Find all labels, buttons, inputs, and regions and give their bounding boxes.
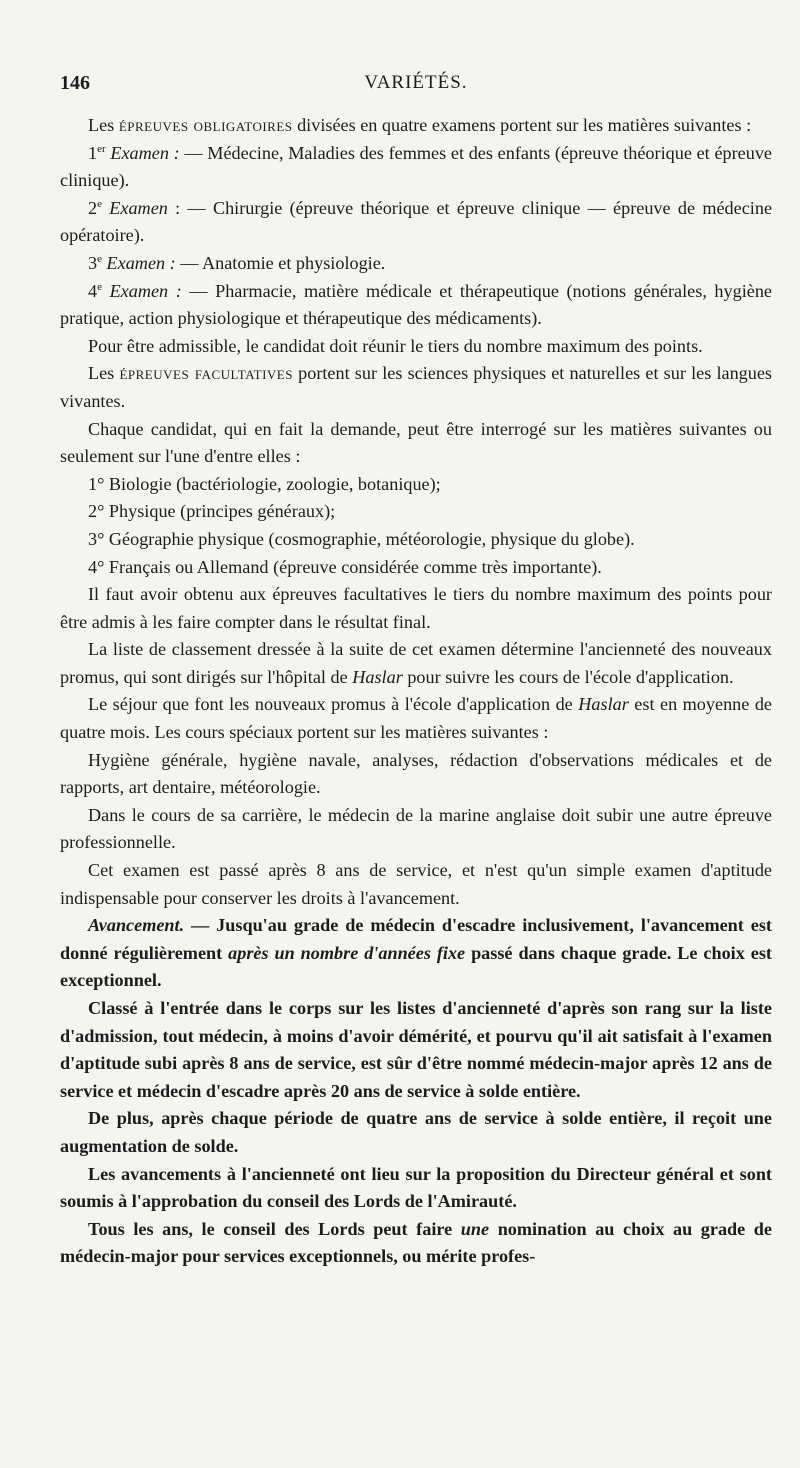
text-run: Le séjour que font les nouveaux promus à l'école d'application de: [88, 694, 579, 715]
paragraph: [60, 747, 772, 802]
superscript-text: er: [97, 142, 106, 155]
italic-text: Haslar: [352, 666, 403, 687]
paragraph: [60, 912, 772, 995]
text-run: Hygiène générale, hygiène navale, analyses, rédaction d'observations médicales et de rapports, art dentaire, météorologie.: [60, 749, 772, 798]
italic-text: après un nombre d'années fixe: [228, 942, 466, 963]
small-caps-text: épreuves obligatoires: [118, 115, 293, 135]
paragraph: [60, 140, 772, 195]
text-run: 1: [88, 142, 98, 163]
paragraph: [60, 278, 772, 333]
paragraph: [60, 857, 772, 912]
text-run: La liste de classement dressée à la suite de cet examen détermine l'ancienneté des nouveaux promus, qui sont dirigés sur l'hôpital de: [60, 639, 772, 687]
page-number: 146: [60, 72, 90, 94]
text-run: : — Chirurgie (épreuve théorique et épreuve clinique — épreuve de médecine opératoire).: [60, 197, 773, 246]
text-run: [102, 281, 110, 301]
paragraph: [60, 416, 772, 471]
text-run: 2: [88, 197, 98, 218]
text-run: passé dans chaque grade. Le choix est exceptionnel.: [60, 942, 772, 991]
text-run: Chaque candidat, qui en fait la demande, peut être interrogé sur les matières suivantes ou seulement sur l'une d'entre elles :: [60, 418, 772, 467]
italic-text: Examen :: [110, 142, 180, 163]
text-run: Les avancements à l'ancienneté ont lieu sur la proposition du Directeur général et sont soumis à l'approbation du conseil des Lords de l'Amirauté.: [60, 1163, 772, 1212]
text-run: Cet examen est passé après 8 ans de service, et n'est qu'un simple examen d'aptitude indispensable pour conserver les droits à l'avancement.: [60, 860, 772, 908]
paragraph: [60, 195, 772, 250]
superscript-text: e: [97, 197, 102, 210]
text-run: est en moyenne de quatre mois. Les cours spéciaux portent sur les matières suivantes :: [60, 694, 772, 743]
paragraph: [60, 1105, 772, 1160]
paragraph: [60, 581, 772, 636]
text-run: Les: [88, 363, 120, 384]
italic-text: Examen: [109, 197, 168, 218]
text-run: 4: [88, 280, 98, 301]
text-run: De plus, après chaque période de quatre ans de service à solde entière, il reçoit une augmentation de solde.: [60, 1108, 772, 1156]
paragraph: [60, 1161, 772, 1216]
text-run: Tous les ans, le conseil des Lords peut faire: [88, 1218, 461, 1239]
italic-text: Examen :: [109, 280, 182, 301]
paragraph: [60, 471, 772, 499]
paragraph: [60, 360, 772, 415]
paragraph: [60, 554, 772, 582]
text-run: portent sur les sciences physiques et naturelles et sur les langues vivantes.: [60, 363, 772, 411]
small-caps-text: épreuves facultatives: [119, 363, 293, 384]
text-run: divisées en quatre examens portent sur les matières suivantes :: [292, 115, 752, 135]
page-header: [60, 72, 772, 106]
text-run: 4° Français ou Allemand (épreuve considérée comme très importante).: [88, 556, 602, 577]
paragraph: [60, 112, 772, 140]
paragraph: [60, 250, 772, 278]
text-run: Il faut avoir obtenu aux épreuves facultatives le tiers du nombre maximum des points pour être admis à les faire compter dans le résultat final.: [60, 584, 772, 632]
superscript-text: e: [97, 252, 102, 265]
body-text: [60, 112, 772, 1271]
text-run: 2° Physique (principes généraux);: [88, 501, 336, 522]
text-run: 1° Biologie (bactériologie, zoologie, botanique);: [88, 473, 441, 494]
text-run: 3° Géographie physique (cosmographie, météorologie, physique du globe).: [88, 528, 635, 549]
text-run: Dans le cours de sa carrière, le médecin de la marine anglaise doit subir une autre épreuve professionnelle.: [60, 804, 772, 853]
text-run: Les: [88, 115, 119, 135]
paragraph: [60, 636, 772, 691]
paragraph: [60, 995, 772, 1105]
paragraph: [60, 498, 772, 526]
italic-text: Avancement.: [88, 915, 185, 936]
text-run: — Pharmacie, matière médicale et thérapeutique (notions générales, hygiène pratique, action physiologique et thérapeutique des médicaments).: [60, 280, 773, 329]
paragraph: [60, 802, 772, 857]
text-run: — Médecine, Maladies des femmes et des enfants (épreuve théorique et épreuve clinique).: [60, 142, 772, 191]
text-run: 3: [88, 252, 98, 273]
italic-text: Examen :: [106, 252, 176, 273]
running-title: VARIÉTÉS.: [364, 72, 468, 93]
text-run: Classé à l'entrée dans le corps sur les listes d'ancienneté d'après son rang sur la liste d'admission, tout médecin, à moins d'avoir démérité, et pourvu qu'il ait satisfait à l'examen d'aptitude subi après 8 ans de service, est sûr d'être nommé médecin-major après 12 ans de service et médecin d'escadre après 20 ans de service à solde entière.: [60, 998, 772, 1101]
paragraph: [60, 1216, 772, 1271]
superscript-text: e: [97, 280, 102, 293]
text-run: — Anatomie et physiologie.: [175, 252, 386, 273]
text-run: nomination au choix au grade de médecin-major pour services exceptionnels, ou mérite profes-: [60, 1218, 772, 1267]
italic-text: une: [460, 1218, 490, 1239]
text-run: pour suivre les cours de l'école d'application.: [402, 666, 734, 687]
paragraph: [60, 526, 772, 554]
italic-text: Haslar: [578, 694, 629, 715]
text-run: Pour être admissible, le candidat doit réunir le tiers du nombre maximum des points.: [88, 335, 703, 356]
paragraph: [60, 333, 772, 361]
paragraph: [60, 691, 772, 746]
text-run: — Jusqu'au grade de médecin d'escadre inclusivement, l'avancement est donné régulièrement: [60, 915, 772, 963]
